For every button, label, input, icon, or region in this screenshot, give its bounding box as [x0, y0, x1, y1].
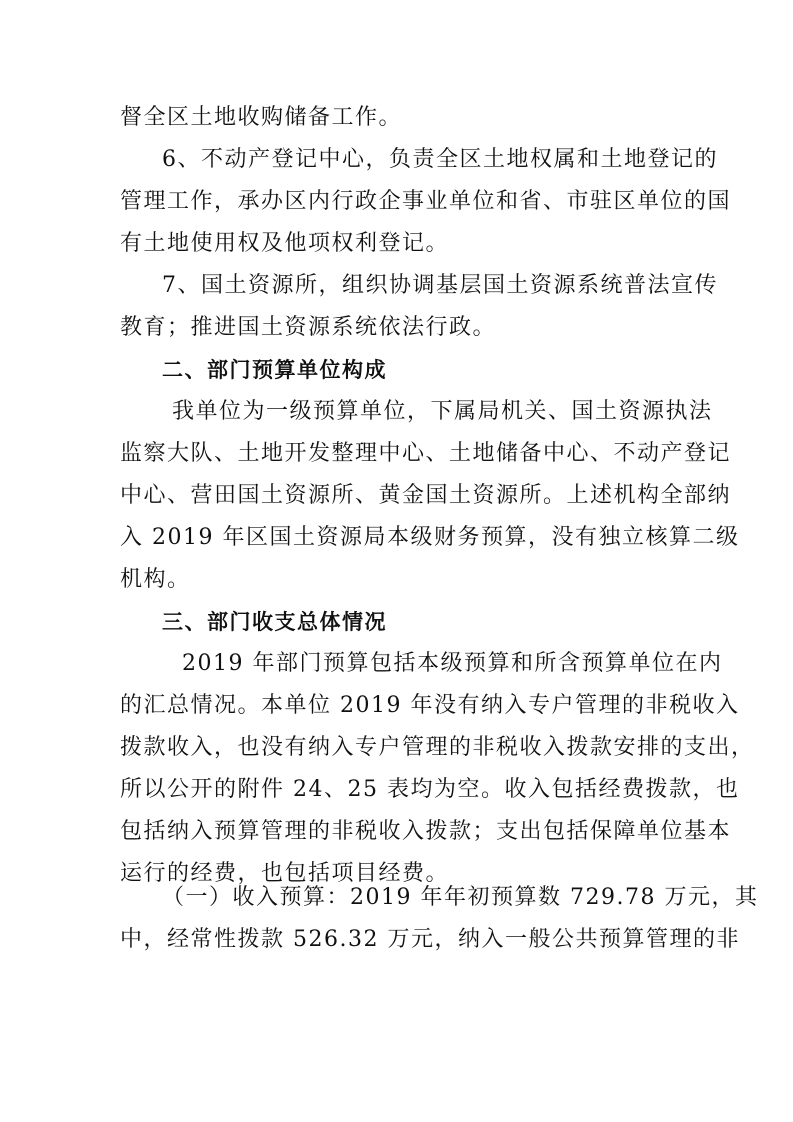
paragraph-line: 2019 年部门预算包括本级预算和所含预算单位在内	[182, 651, 723, 676]
paragraph-line: 有土地使用权及他项权利登记。	[120, 231, 450, 256]
paragraph-line: 所以公开的附件 24、25 表均为空。收入包括经费拨款，也	[120, 777, 740, 802]
paragraph-line: 入 2019 年区国土资源局本级财务预算，没有独立核算二级	[120, 525, 740, 550]
paragraph-line: 机构。	[120, 567, 191, 592]
paragraph-line: 6、不动产登记中心，负责全区土地权属和土地登记的	[162, 147, 718, 172]
section-heading: 二、部门预算单位构成	[162, 358, 387, 382]
paragraph-line: 我单位为一级预算单位，下属局机关、国土资源执法	[172, 399, 713, 424]
paragraph-line: 督全区土地收购储备工作。	[120, 105, 403, 130]
paragraph-line: 运行的经费，也包括项目经费。	[120, 861, 450, 886]
paragraph-line: 7、国土资源所，组织协调基层国土资源系统普法宣传	[162, 273, 718, 298]
section-heading: 三、部门收支总体情况	[162, 610, 387, 634]
paragraph-line: （一）收入预算：2019 年年初预算数 729.78 万元，其	[162, 885, 759, 910]
paragraph-line: 中，经常性拨款 526.32 万元，纳入一般公共预算管理的非	[120, 927, 740, 952]
paragraph-line: 的汇总情况。本单位 2019 年没有纳入专户管理的非税收入	[120, 693, 740, 718]
paragraph-line: 拨款收入，也没有纳入专户管理的非税收入拨款安排的支出，	[120, 735, 755, 760]
paragraph-line: 教育；推进国土资源系统依法行政。	[120, 315, 497, 340]
paragraph-line: 中心、营田国土资源所、黄金国土资源所。上述机构全部纳	[120, 483, 732, 508]
paragraph-line: 管理工作，承办区内行政企事业单位和省、市驻区单位的国	[120, 189, 732, 214]
paragraph-line: 包括纳入预算管理的非税收入拨款；支出包括保障单位基本	[120, 819, 732, 844]
paragraph-line: 监察大队、土地开发整理中心、土地储备中心、不动产登记	[120, 441, 732, 466]
